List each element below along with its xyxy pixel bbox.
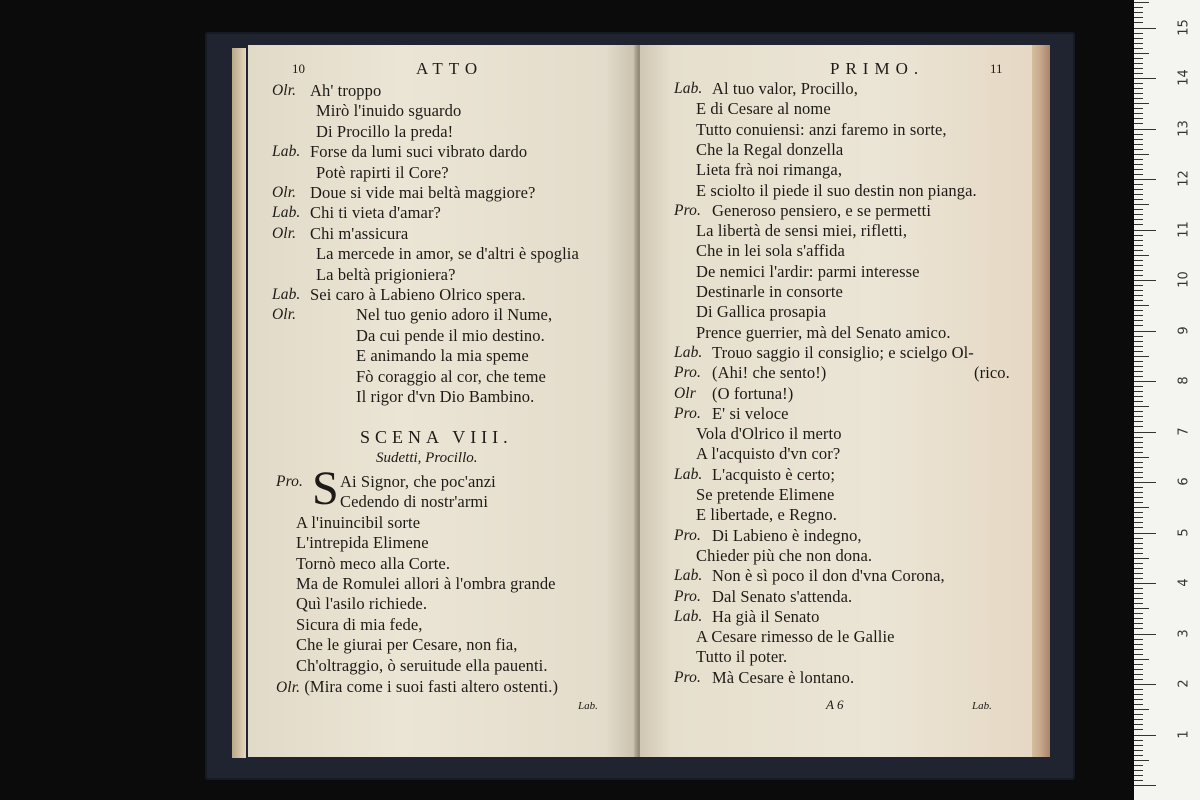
- ruler-tick: [1134, 320, 1143, 321]
- verse-line: Di Labieno è indegno,: [712, 525, 862, 545]
- ruler-tick: [1134, 336, 1143, 337]
- ruler-tick: [1134, 270, 1143, 271]
- ruler-tick: [1134, 305, 1149, 306]
- ruler-tick: [1134, 189, 1143, 190]
- ruler-tick: [1134, 780, 1143, 781]
- ruler-tick: [1134, 260, 1143, 261]
- ruler-tick: [1134, 123, 1143, 124]
- ruler-tick: [1134, 729, 1143, 730]
- ruler-tick: [1134, 43, 1143, 44]
- ruler-tick: [1134, 654, 1143, 655]
- ruler-tick: [1134, 139, 1143, 140]
- ruler-tick: [1134, 628, 1143, 629]
- ruler-tick: [1134, 765, 1143, 766]
- verse-line: Non è sì poco il don d'vna Corona,: [712, 566, 945, 586]
- verse-line: (Ahi! che sento!): [712, 363, 827, 383]
- ruler-tick: [1134, 48, 1143, 49]
- ruler-tick: [1134, 255, 1149, 256]
- verse-line: Lieta frà noi rimanga,: [696, 160, 843, 180]
- ruler-tick: [1134, 750, 1143, 751]
- verse-line: Di Procillo la preda!: [316, 121, 454, 141]
- ruler-tick: [1134, 538, 1143, 539]
- ruler-tick: [1134, 548, 1143, 549]
- page-number-right: 11: [990, 61, 1003, 76]
- ruler-tick: [1134, 366, 1143, 367]
- verse-line: Se pretende Elimene: [696, 485, 835, 504]
- speaker-label: Pro.: [276, 473, 303, 490]
- catchword-right: Lab.: [972, 700, 992, 712]
- verse-line: Sei caro à Labieno Olrico spera.: [310, 285, 526, 304]
- ruler-tick: [1134, 12, 1143, 13]
- ruler-tick: [1134, 719, 1143, 720]
- verse-line: Che le giurai per Cesare, non fia,: [296, 635, 518, 655]
- ruler-tick: [1134, 53, 1149, 54]
- page-number-left: 10: [292, 61, 305, 76]
- speaker-label: Lab.: [674, 567, 703, 585]
- ruler-tick: [1134, 149, 1143, 150]
- verse-line: Da cui pende il mio destino.: [356, 325, 545, 345]
- ruler-tick: [1134, 290, 1143, 291]
- verse-line: Doue si vide mai beltà maggiore?: [310, 183, 536, 202]
- verse-text: (Mira come i suoi fasti altero ostenti.): [304, 677, 559, 696]
- ruler-tick: [1134, 704, 1143, 705]
- verse-line: Ma de Romulei allori à l'ombra grande: [296, 574, 556, 593]
- ruler-tick: [1134, 714, 1143, 715]
- verse-line: E animando la mia speme: [356, 346, 529, 366]
- ruler-tick: [1134, 558, 1149, 559]
- ruler-tick: [1134, 184, 1143, 185]
- ruler-tick: [1134, 669, 1143, 670]
- ruler-tick: [1134, 492, 1143, 493]
- ruler-tick: [1134, 472, 1143, 473]
- ruler-tick: [1134, 416, 1143, 417]
- ruler-tick: [1134, 411, 1143, 412]
- ruler-tick: [1134, 108, 1143, 109]
- ruler-tick: [1134, 250, 1143, 251]
- speaker-label: Lab.: [272, 204, 301, 222]
- ruler-tick: [1134, 563, 1143, 564]
- speaker-label: Olr.: [272, 306, 297, 324]
- verse-line: Potè rapirti il Core?: [316, 162, 449, 182]
- ruler-tick: [1134, 33, 1143, 34]
- ruler-tick: [1134, 280, 1156, 281]
- verse-line: Trouo saggio il consiglio; e scielgo Ol-: [712, 342, 974, 362]
- ruler-tick: [1134, 502, 1143, 503]
- verse-line: Dal Senato s'attenda.: [712, 586, 853, 606]
- speaker-label: Pro.: [674, 404, 701, 422]
- ruler-tick: [1134, 28, 1156, 29]
- ruler-tick: [1134, 159, 1143, 160]
- speaker-label: Lab.: [674, 343, 703, 361]
- ruler-tick: [1134, 361, 1143, 362]
- ruler-tick: [1134, 578, 1143, 579]
- ruler-tick: [1134, 634, 1156, 635]
- verse-line: La libertà de sensi miei, rifletti,: [696, 221, 908, 241]
- ruler-number: 8: [1176, 376, 1192, 385]
- verse-line: Tornò meco alla Corte.: [296, 553, 451, 573]
- ruler-tick: [1134, 245, 1143, 246]
- right-page: [640, 45, 1032, 757]
- ruler-tick: [1134, 533, 1156, 534]
- ruler-tick: [1134, 689, 1143, 690]
- verse-line: Il rigor d'vn Dio Bambino.: [356, 387, 535, 406]
- ruler-tick: [1134, 598, 1143, 599]
- speaker-label: Pro.: [674, 668, 701, 686]
- ruler-tick: [1134, 568, 1143, 569]
- ruler-tick: [1134, 618, 1143, 619]
- ruler-tick: [1134, 512, 1143, 513]
- verse-line: A l'inuincibil sorte: [296, 512, 421, 532]
- ruler-tick: [1134, 376, 1143, 377]
- ruler-tick: [1134, 426, 1143, 427]
- ruler-tick: [1134, 674, 1143, 675]
- ruler-tick: [1134, 118, 1143, 119]
- verse-line: La mercede in amor, se d'altri è spoglia: [316, 244, 579, 264]
- ruler-tick: [1134, 224, 1143, 225]
- ruler-tick: [1134, 396, 1143, 397]
- verse-line: Ch'oltraggio, ò seruitude ella pauenti.: [296, 655, 548, 675]
- ruler-tick: [1134, 144, 1143, 145]
- ruler-tick: [1134, 553, 1143, 554]
- ruler-number: 6: [1176, 477, 1192, 486]
- ruler-tick: [1134, 7, 1143, 8]
- page-edges-left: [232, 48, 246, 758]
- running-head-right: PRIMO.: [830, 59, 925, 78]
- ruler-tick: [1134, 432, 1156, 433]
- ruler-number: 10: [1176, 271, 1192, 288]
- ruler-tick: [1134, 371, 1143, 372]
- ruler-tick: [1134, 709, 1149, 710]
- ruler-tick: [1134, 356, 1149, 357]
- ruler-tick: [1134, 401, 1143, 402]
- verse-line: Ah' troppo: [310, 81, 382, 100]
- verse-line: Quì l'asilo richiede.: [296, 594, 428, 614]
- ruler-tick: [1134, 103, 1149, 104]
- ruler-tick: [1134, 331, 1156, 332]
- ruler-tick: [1134, 522, 1143, 523]
- verse-line: Vola d'Olrico il merto: [696, 424, 842, 444]
- ruler-tick: [1134, 230, 1156, 231]
- ruler-tick: [1134, 588, 1143, 589]
- ruler-tick: [1134, 593, 1143, 594]
- ruler-number: 3: [1176, 628, 1192, 638]
- verse-line: Mirò l'inuido sguardo: [316, 101, 462, 121]
- measuring-ruler: [1134, 0, 1200, 800]
- verse-line: Nel tuo genio adoro il Nume,: [356, 305, 553, 325]
- scene-subtitle: Sudetti, Procillo.: [376, 450, 478, 466]
- verse-line: E di Cesare al nome: [696, 99, 831, 119]
- ruler-tick: [1134, 93, 1143, 94]
- ruler-tick: [1134, 679, 1143, 680]
- ruler-tick: [1134, 199, 1143, 200]
- ruler-tick: [1134, 613, 1143, 614]
- speaker-label: Lab.: [674, 607, 703, 625]
- verse-line: Chi m'assicura: [310, 223, 409, 243]
- verse-line: Ai Signor, che poc'anzi: [340, 472, 496, 491]
- ruler-tick: [1134, 179, 1156, 180]
- verse-line: Chi ti vieta d'amar?: [310, 203, 441, 223]
- ruler-tick: [1134, 482, 1156, 483]
- speaker-label: Pro.: [674, 201, 701, 219]
- ruler-tick: [1134, 381, 1156, 382]
- ruler-tick: [1134, 204, 1149, 205]
- ruler-tick: [1134, 38, 1143, 39]
- verse-line: Sicura di mia fede,: [296, 614, 423, 634]
- ruler-tick: [1134, 527, 1143, 528]
- ruler-tick: [1134, 517, 1143, 518]
- verse-line: A l'acquisto d'vn cor?: [696, 444, 841, 464]
- speaker-label: Olr.: [272, 184, 297, 201]
- ruler-tick: [1134, 73, 1143, 74]
- ruler-tick: [1134, 583, 1156, 584]
- ruler-tick: [1134, 608, 1149, 609]
- verse-line: Prence guerrier, mà del Senato amico.: [696, 322, 951, 342]
- ruler-tick: [1134, 351, 1143, 352]
- verse-line: Cedendo di nostr'armi: [340, 492, 489, 512]
- ruler-tick: [1134, 664, 1143, 665]
- verse-line: De nemici l'ardir: parmi interesse: [696, 261, 920, 281]
- ruler-tick: [1134, 22, 1143, 23]
- ruler-tick: [1134, 467, 1143, 468]
- ruler-number: 7: [1176, 426, 1192, 436]
- ruler-tick: [1134, 310, 1143, 311]
- ruler-tick: [1134, 462, 1143, 463]
- ruler-tick: [1134, 775, 1143, 776]
- ruler-number: 5: [1176, 527, 1192, 537]
- ruler-tick: [1134, 209, 1143, 210]
- verse-line: Destinarle in consorte: [696, 282, 843, 301]
- ruler-tick: [1134, 194, 1143, 195]
- verse-line: Ha già il Senato: [712, 606, 820, 626]
- ruler-tick: [1134, 219, 1143, 220]
- verse-line: (O fortuna!): [712, 383, 794, 403]
- ruler-tick: [1134, 684, 1156, 685]
- ruler-tick: [1134, 659, 1149, 660]
- speaker-label: Pro.: [674, 526, 701, 544]
- ruler-tick: [1134, 113, 1143, 114]
- ruler-tick: [1134, 507, 1149, 508]
- verse-line: Di Gallica prosapia: [696, 302, 827, 322]
- left-page: [248, 45, 636, 757]
- running-head-left: ATTO: [416, 59, 484, 78]
- ruler-tick: [1134, 724, 1143, 725]
- verse-line: Generoso pensiero, e se permetti: [712, 200, 931, 220]
- ruler-number: 1: [1176, 729, 1192, 739]
- ruler-tick: [1134, 315, 1143, 316]
- verse-line: A Cesare rimesso de le Gallie: [696, 627, 895, 647]
- ruler-tick: [1134, 341, 1143, 342]
- ruler-tick: [1134, 240, 1143, 241]
- ruler-tick: [1134, 649, 1143, 650]
- verse-line: E sciolto il piede il suo destin non pianga.: [696, 180, 977, 200]
- verse-line: Forse da lumi suci vibrato dardo: [310, 142, 528, 162]
- speaker-label: Olr.: [272, 82, 297, 99]
- ruler-tick: [1134, 83, 1143, 84]
- ruler-tick: [1134, 214, 1143, 215]
- ruler-tick: [1134, 346, 1143, 347]
- verse-line: Tutto il poter.: [696, 647, 788, 667]
- ruler-number: 13: [1176, 119, 1192, 137]
- speaker-label: Olr.: [276, 679, 301, 696]
- ruler-tick: [1134, 497, 1143, 498]
- verse-line: Tutto conuiensi: anzi faremo in sorte,: [696, 119, 947, 139]
- ruler-tick: [1134, 295, 1143, 296]
- ruler-tick: [1134, 78, 1156, 79]
- ruler-tick: [1134, 740, 1143, 741]
- ruler-tick: [1134, 164, 1143, 165]
- verse-line: Chieder più che non dona.: [696, 545, 873, 565]
- ruler-tick: [1134, 235, 1143, 236]
- turnover-text: (rico.: [974, 363, 1010, 383]
- ruler-tick: [1134, 487, 1143, 488]
- speaker-label: Lab.: [674, 80, 703, 97]
- ruler-tick: [1134, 785, 1156, 786]
- catchword-left: Lab.: [578, 700, 598, 712]
- ruler-tick: [1134, 573, 1143, 574]
- scene-title: SCENA VIII.: [360, 427, 513, 447]
- ruler-tick: [1134, 174, 1143, 175]
- speaker-label: Olr: [674, 384, 696, 402]
- ruler-number: 4: [1176, 578, 1192, 587]
- ruler-number: 2: [1176, 679, 1192, 688]
- ruler-tick: [1134, 477, 1143, 478]
- ruler-tick: [1134, 386, 1143, 387]
- ruler-tick: [1134, 98, 1143, 99]
- ruler-tick: [1134, 421, 1143, 422]
- ruler-number: 15: [1176, 18, 1192, 36]
- verse-line: L'intrepida Elimene: [296, 533, 429, 553]
- ruler-tick: [1134, 745, 1143, 746]
- speaker-label: Lab.: [272, 143, 301, 161]
- ruler-tick: [1134, 2, 1149, 3]
- verse-line: Che in lei sola s'affida: [696, 241, 845, 261]
- verse-line: Che la Regal donzella: [696, 139, 844, 159]
- ruler-tick: [1134, 58, 1143, 59]
- ruler-tick: [1134, 169, 1143, 170]
- verse-line: Fò coraggio al cor, che teme: [356, 366, 546, 386]
- ruler-tick: [1134, 639, 1143, 640]
- ruler-tick: [1134, 623, 1143, 624]
- ruler-tick: [1134, 88, 1143, 89]
- verse-line: E libertade, e Regno.: [696, 505, 837, 525]
- ruler-number: 12: [1176, 170, 1192, 187]
- ruler-tick: [1134, 760, 1149, 761]
- last-line: [276, 677, 558, 698]
- signature-mark: A 6: [826, 697, 844, 712]
- ruler-tick: [1134, 770, 1143, 771]
- ruler-tick: [1134, 154, 1149, 155]
- ruler-tick: [1134, 694, 1143, 695]
- ruler-tick: [1134, 129, 1156, 130]
- ruler-tick: [1134, 406, 1149, 407]
- ruler-tick: [1134, 134, 1143, 135]
- ruler-tick: [1134, 457, 1149, 458]
- ruler-number: 11: [1176, 220, 1192, 238]
- ruler-tick: [1134, 63, 1143, 64]
- ruler-tick: [1134, 391, 1143, 392]
- ruler-tick: [1134, 644, 1143, 645]
- ruler-tick: [1134, 735, 1156, 736]
- ruler-tick: [1134, 437, 1143, 438]
- ruler-tick: [1134, 755, 1143, 756]
- verse-line: Al tuo valor, Procillo,: [712, 79, 858, 98]
- verse-line: La beltà prigioniera?: [316, 264, 456, 284]
- ruler-tick: [1134, 543, 1143, 544]
- ruler-tick: [1134, 447, 1143, 448]
- ruler-tick: [1134, 603, 1143, 604]
- ruler-number: 9: [1176, 325, 1192, 335]
- speaker-label: Lab.: [674, 465, 703, 483]
- speaker-label: Pro.: [674, 587, 701, 605]
- ruler-tick: [1134, 265, 1143, 266]
- ruler-number: 14: [1176, 69, 1192, 86]
- drop-cap: S: [312, 462, 339, 515]
- ruler-tick: [1134, 442, 1143, 443]
- ruler-tick: [1134, 285, 1143, 286]
- ruler-tick: [1134, 300, 1143, 301]
- speaker-label: Lab.: [272, 286, 301, 303]
- verse-line: L'acquisto è certo;: [712, 464, 836, 484]
- speaker-label: Olr.: [272, 224, 297, 242]
- verse-line: Mà Cesare è lontano.: [712, 667, 855, 687]
- ruler-tick: [1134, 452, 1143, 453]
- ruler-tick: [1134, 17, 1143, 18]
- speaker-label: Pro.: [674, 364, 701, 382]
- verse-line: E' si veloce: [712, 403, 789, 423]
- ruler-tick: [1134, 275, 1143, 276]
- ruler-tick: [1134, 325, 1143, 326]
- ruler-tick: [1134, 699, 1143, 700]
- ruler-tick: [1134, 68, 1143, 69]
